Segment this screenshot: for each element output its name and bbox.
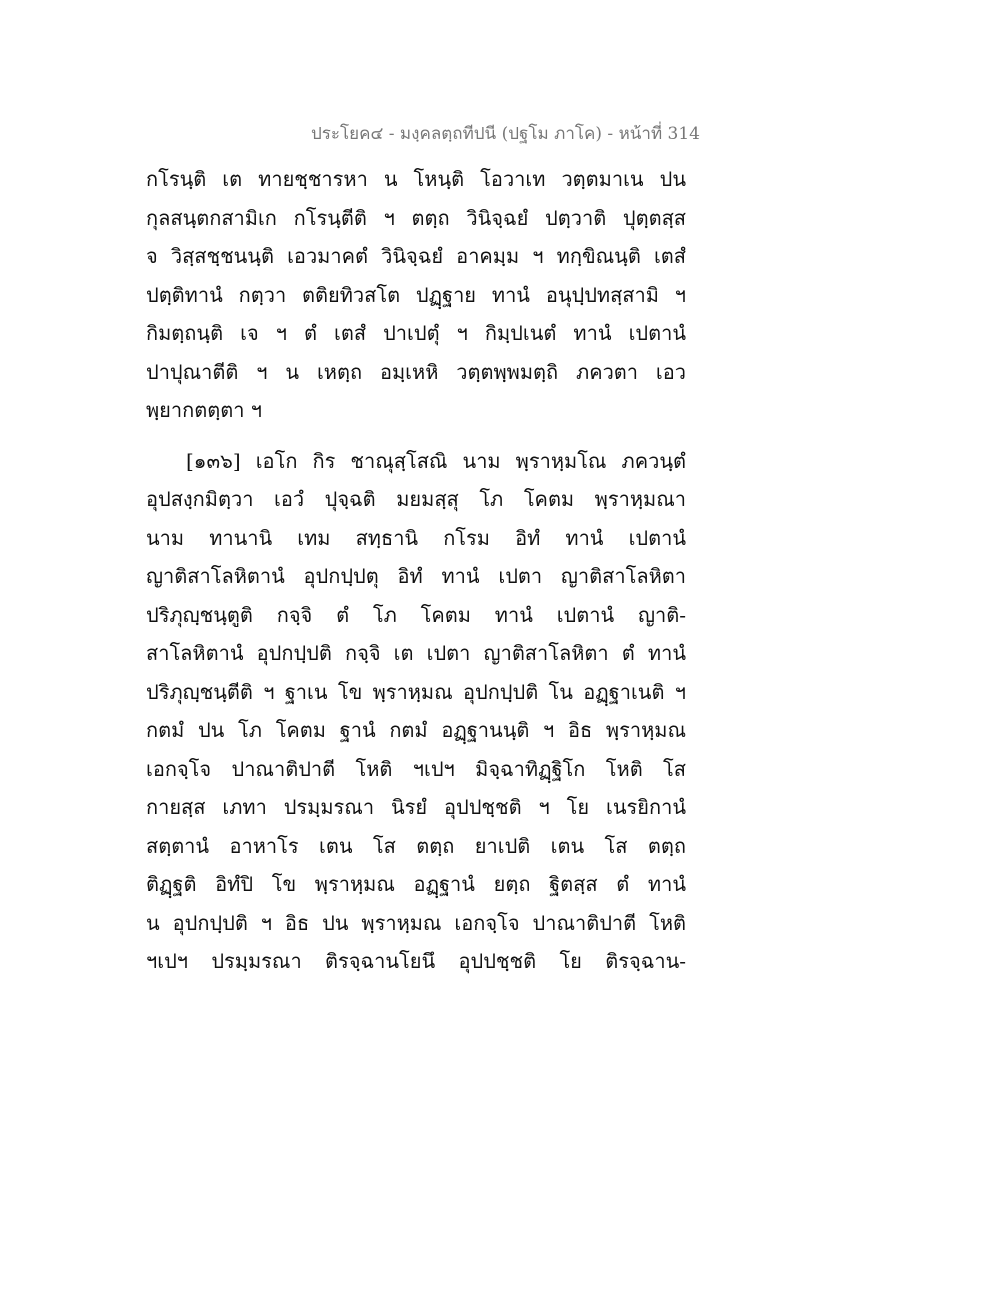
text-line: ฯเปฯ ปรมฺมรณา ติรจฺฉานโยนึ อุปปชฺชติ โย ติรจฺฉาน- (146, 949, 686, 973)
text-line: อุปสงฺกมิตฺวา เอวํ ปุจฺฉติ มยมสฺสุ โภ โคตม พฺราหฺมณา (146, 487, 686, 511)
text-line: ปริภุญฺชนฺตูติ กจฺจิ ตํ โภ โคตม ทานํ เปตานํ ญาติ- (146, 602, 686, 627)
text-line: ปตฺติทานํ กตฺวา ตติยทิวสโต ปฏฺฐาย ทานํ อนุปฺปทสฺสามิ ฯ (146, 282, 686, 307)
text-line: สาโลหิตานํ อุปกปฺปติ กจฺจิ เต เปตา ญาติสาโลหิตา ตํ ทานํ (146, 641, 686, 665)
text-line: กิมตฺถนฺติ เจ ฯ ตํ เตสํ ปาเปตุํ ฯ กิมฺปเนตํ ทานํ เปตานํ (146, 321, 686, 345)
paragraph-1 (146, 160, 686, 430)
text-line: ติฏฺฐติ อิทํปิ โข พฺราหฺมณ อฏฺฐานํ ยตฺถ ฐิตสฺส ตํ ทานํ (146, 872, 686, 896)
body-text (146, 160, 686, 981)
text-line: สตฺตานํ อาหาโร เตน โส ตตฺถ ยาเปติ เตน โส ตตฺถ (146, 833, 686, 858)
text-line: กุลสนฺตกสามิเก กโรนฺตีติ ฯ ตตฺถ วินิจฺฉยํ ปตฺวาติ ปุตฺตสฺส (146, 205, 686, 230)
text-line: ปาปุณาตีติ ฯ น เหตฺถ อมฺเหหิ วตฺตพฺพมตฺถิ ภควตา เอว (146, 359, 686, 384)
text-line: ญาติสาโลหิตานํ อุปกปฺปตุ อิทํ ทานํ เปตา ญาติสาโลหิตา (146, 564, 686, 588)
text-line: เอกจฺโจ ปาณาติปาตี โหติ ฯเปฯ มิจฺฉาทิฏฺฐิโก โหติ โส (146, 756, 686, 781)
paragraph-2 (146, 442, 686, 981)
page-header: ประโยค๔ - มงฺคลตฺถทีปนี (ปฐโม ภาโค) - หน้าที่ 314 (311, 124, 700, 144)
paragraph-gap (146, 430, 686, 442)
text-line: ปริภุญฺชนฺตีติ ฯ ฐาเน โข พฺราหฺมณ อุปกปฺปติ โน อฏฺฐาเนติ ฯ (146, 679, 686, 704)
text-line: กตมํ ปน โภ โคตม ฐานํ กตมํ อฏฺฐานนฺติ ฯ อิธ พฺราหฺมณ (146, 718, 686, 742)
text-line: [๑๓๖] เอโก กิร ชาณุสฺโสณิ นาม พฺราหฺมโณ ภควนฺตํ (186, 448, 686, 473)
text-line: นาม ทานานิ เทม สทฺธานิ กโรม อิทํ ทานํ เปตานํ (146, 525, 686, 550)
text-line: น อุปกปฺปติ ฯ อิธ ปน พฺราหฺมณ เอกจฺโจ ปาณาติปาตี โหติ (146, 910, 686, 935)
text-line: พฺยากตตฺตา ฯ (146, 398, 263, 422)
text-line: กโรนฺติ เต ทายชฺชารหา น โหนฺติ โอวาเท วตฺตมาเน ปน (146, 167, 686, 191)
text-line: กายสฺส เภทา ปรมฺมรณา นิรยํ อุปปชฺชติ ฯ โย เนรยิกานํ (146, 795, 686, 819)
text-line: จ วิสฺสชฺชนนฺติ เอวมาคตํ วินิจฺฉยํ อาคมฺม ฯ ทกฺขิณนฺติ เตสํ (146, 244, 686, 268)
